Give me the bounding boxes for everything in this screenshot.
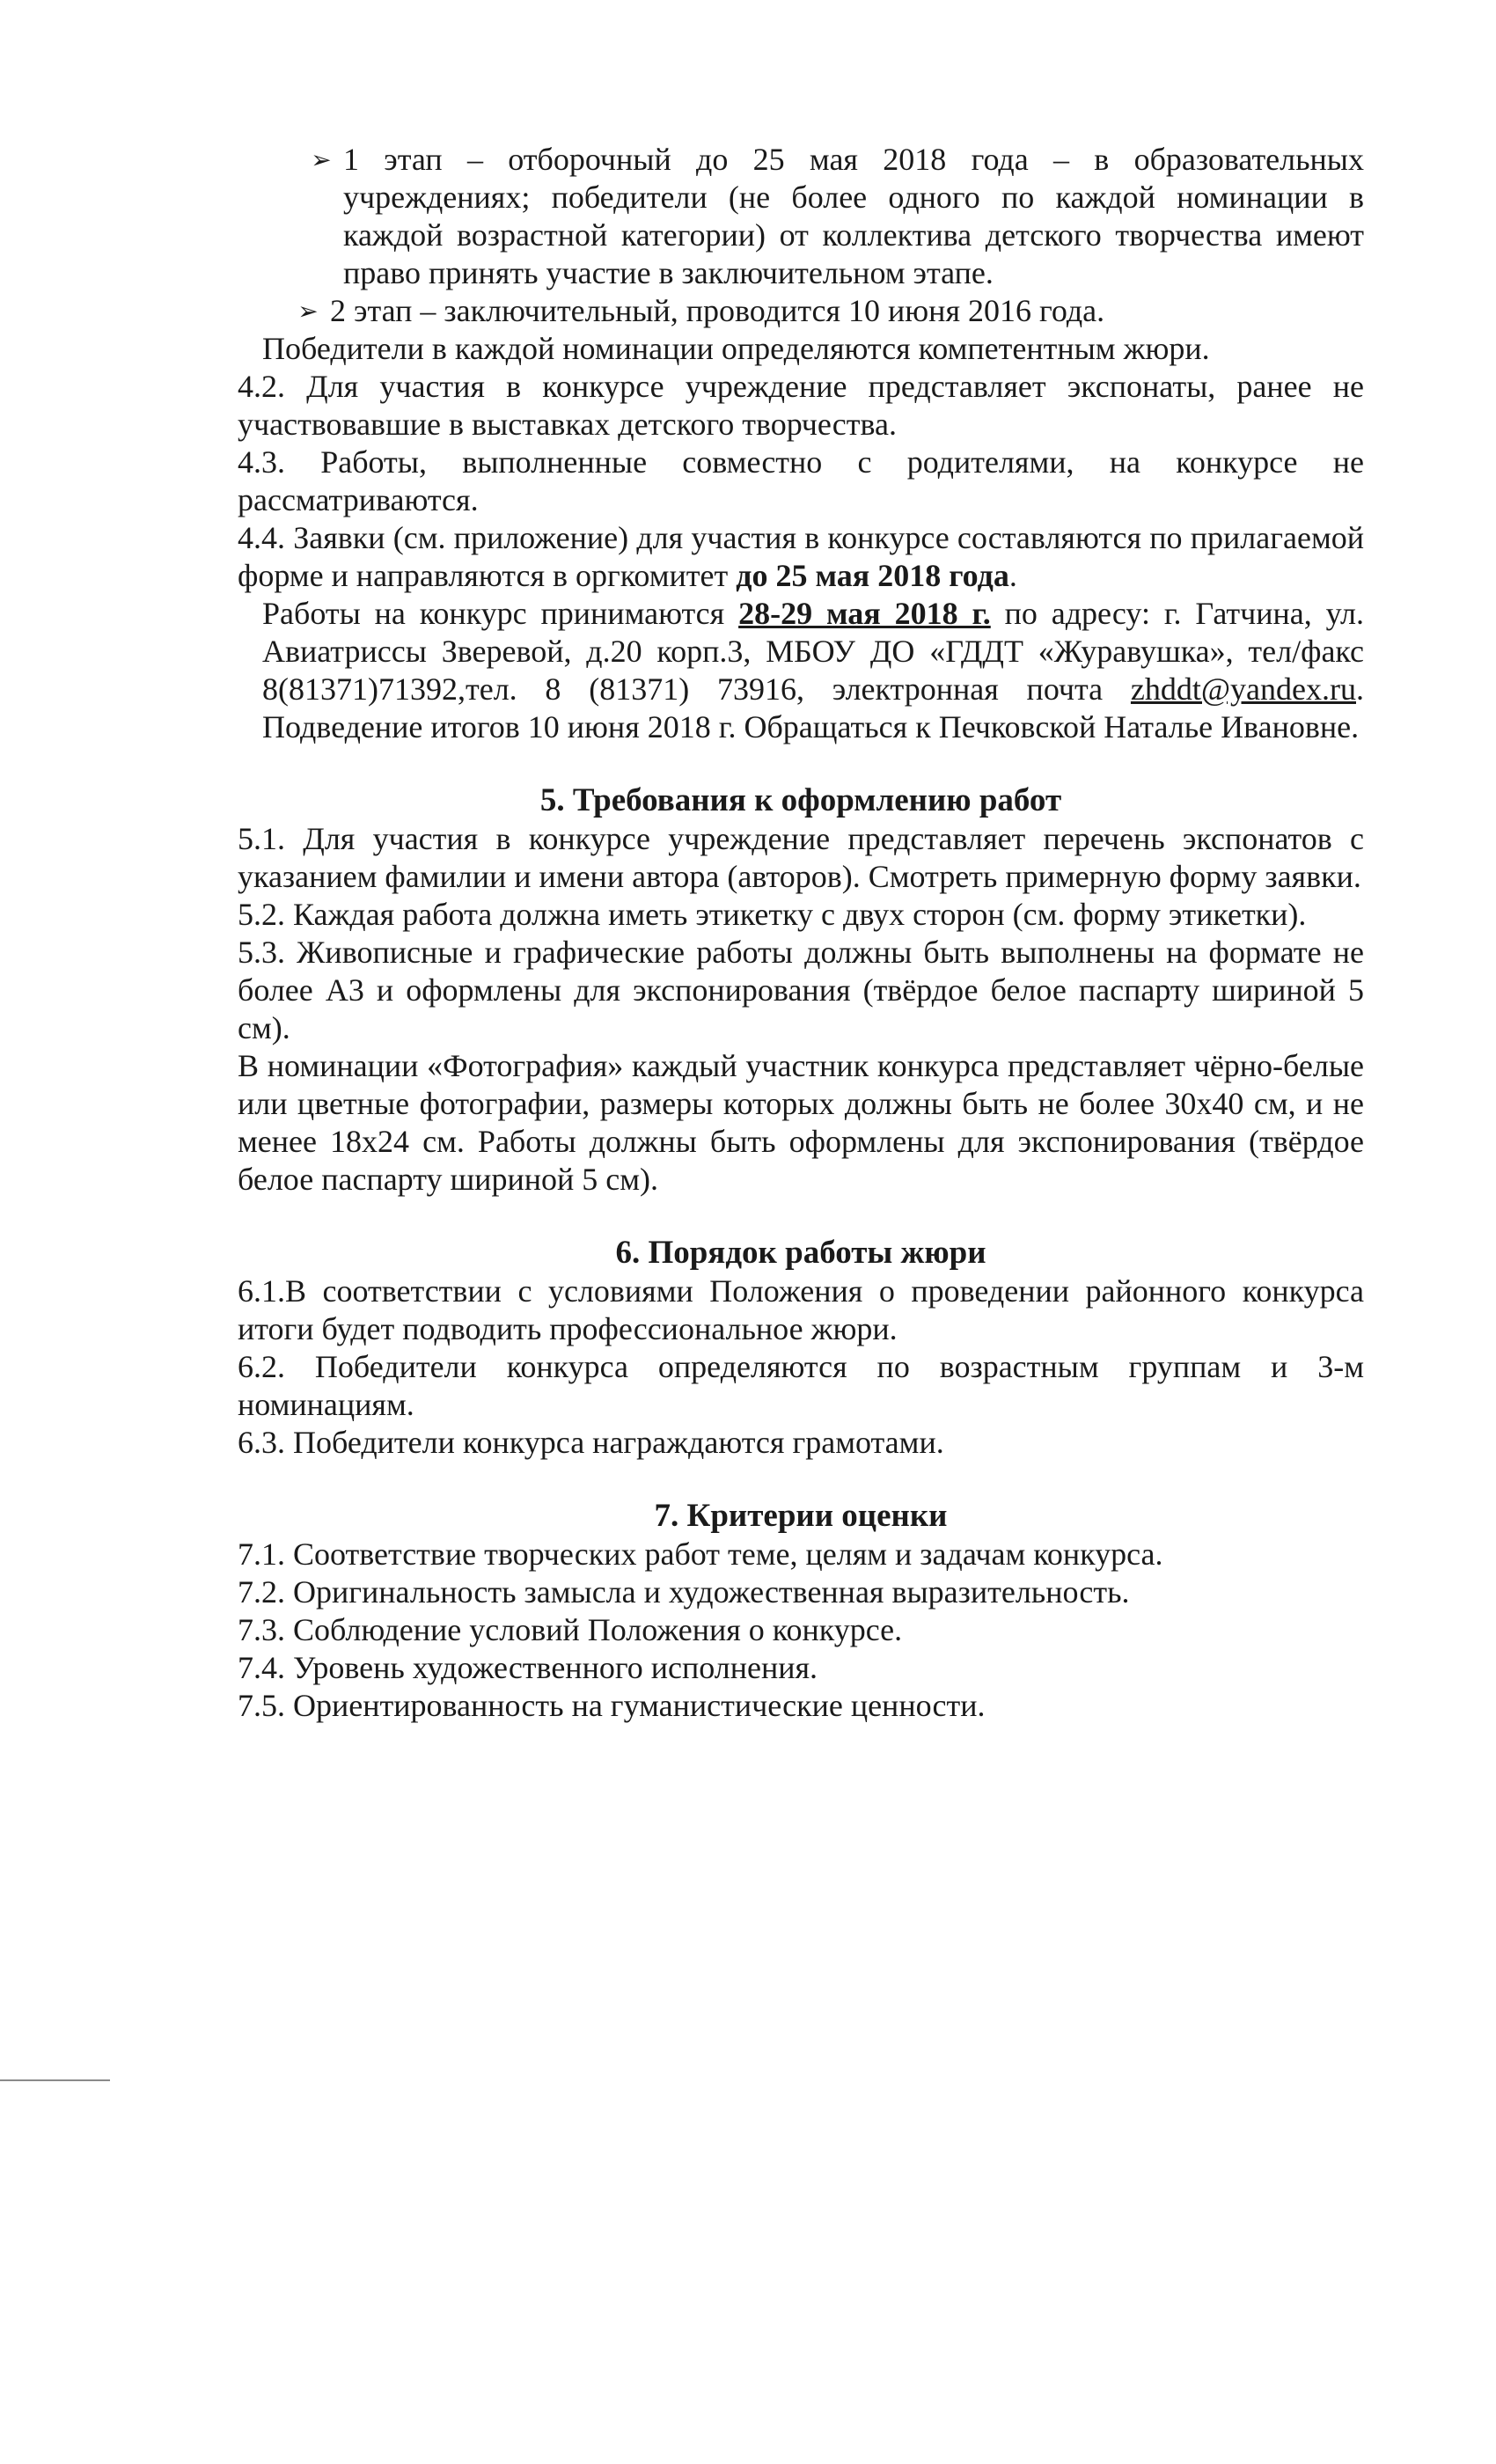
- acceptance-address: по адресу: г. Гатчина, ул. Авиатриссы Зверевой, д.20 корп.3, МБОУ ДО «ГДДТ «Журавушка», тел/факс 8(81371)71392,тел. 8 (81371) 73916, электронная почта: [262, 596, 1364, 707]
- paragraph-5-2: 5.2. Каждая работа должна иметь этикетку с двух сторон (см. форму этикетки).: [238, 897, 1307, 932]
- document-body: [238, 141, 1364, 1725]
- criteria-item: 7.4. Уровень художественного исполнения.: [238, 1650, 818, 1685]
- stage-1-text: 1 этап – отборочный до 25 мая 2018 года – в образовательных учреждениях; победители (не более одного по каждой номинации в каждой возрастной категории) от коллектива детского творчества имеют право принять участие в заключительном этапе.: [343, 142, 1364, 290]
- deadline-text: до 25 мая 2018 года: [736, 558, 1009, 593]
- criteria-item: 7.3. Соблюдение условий Положения о конкурсе.: [238, 1612, 903, 1647]
- paragraph-5-photo: В номинации «Фотография» каждый участник конкурса представляет чёрно-белые или цветные фотографии, размеры которых должны быть не более 30х40 см, и не менее 18х24 см. Работы должны быть оформлены для экспонирования (твёрдое белое паспарту шириной 5 см).: [238, 1048, 1364, 1197]
- paragraph-4-3: 4.3. Работы, выполненные совместно с родителями, на конкурсе не рассматриваются.: [238, 444, 1364, 517]
- acceptance-paragraph: [238, 595, 1364, 746]
- acceptance-suffix: . Подведение итогов 10 июня 2018 г. Обращаться к Печковской Наталье Ивановне.: [262, 671, 1364, 744]
- stage-2-item: [238, 292, 1364, 330]
- paragraph-6-2: 6.2. Победители конкурса определяются по возрастным группам и 3-м номинациям.: [238, 1349, 1364, 1422]
- stage-2-text: 2 этап – заключительный, проводится 10 июня 2016 года.: [330, 293, 1105, 328]
- paragraph-4-4-end: .: [1008, 558, 1017, 593]
- paragraph-5-1: 5.1. Для участия в конкурсе учреждение представляет перечень экспонатов с указанием фамилии и имени автора (авторов). Смотреть примерную форму заявки.: [238, 821, 1364, 894]
- email-link[interactable]: zhddt@yandex.ru: [1130, 671, 1356, 707]
- criteria-item: 7.1. Соответствие творческих работ теме, целям и задачам конкурса.: [238, 1536, 1163, 1572]
- criteria-item: 7.2. Оригинальность замысла и художественная выразительность.: [238, 1574, 1130, 1610]
- paragraph-4-4: [238, 519, 1364, 595]
- paragraph-4-4-text: 4.4. Заявки (см. приложение) для участия в конкурсе составляются по прилагаемой форме и направляются в оргкомитет: [238, 520, 1364, 593]
- scan-edge-line: [0, 2079, 110, 2081]
- arrow-bullet-icon: ➢: [297, 297, 319, 326]
- acceptance-dates: 28-29 мая 2018 г.: [738, 596, 991, 631]
- section-5-title: 5. Требования к оформлению работ: [539, 782, 1062, 818]
- winners-paragraph: Победители в каждой номинации определяются компетентным жюри.: [262, 331, 1210, 366]
- paragraph-5-3: 5.3. Живописные и графические работы должны быть выполнены на формате не более А3 и оформлены для экспонирования (твёрдое белое паспарту шириной 5 см).: [238, 935, 1364, 1045]
- criteria-list: [238, 1536, 1364, 1725]
- section-7-title: 7. Критерии оценки: [654, 1498, 948, 1534]
- stage-1-item: [238, 141, 1364, 292]
- acceptance-prefix: Работы на конкурс принимаются: [262, 596, 739, 631]
- paragraph-6-3: 6.3. Победители конкурса награждаются грамотами.: [238, 1425, 944, 1460]
- paragraph-6-1: 6.1.В соответствии с условиями Положения о проведении районного конкурса итоги будет подводить профессиональное жюри.: [238, 1273, 1364, 1346]
- section-6-title: 6. Порядок работы жюри: [615, 1235, 986, 1271]
- paragraph-4-2: 4.2. Для участия в конкурсе учреждение представляет экспонаты, ранее не участвовавшие в выставках детского творчества.: [238, 369, 1364, 442]
- arrow-bullet-icon: ➢: [311, 145, 332, 174]
- criteria-item: 7.5. Ориентированность на гуманистические ценности.: [238, 1688, 986, 1723]
